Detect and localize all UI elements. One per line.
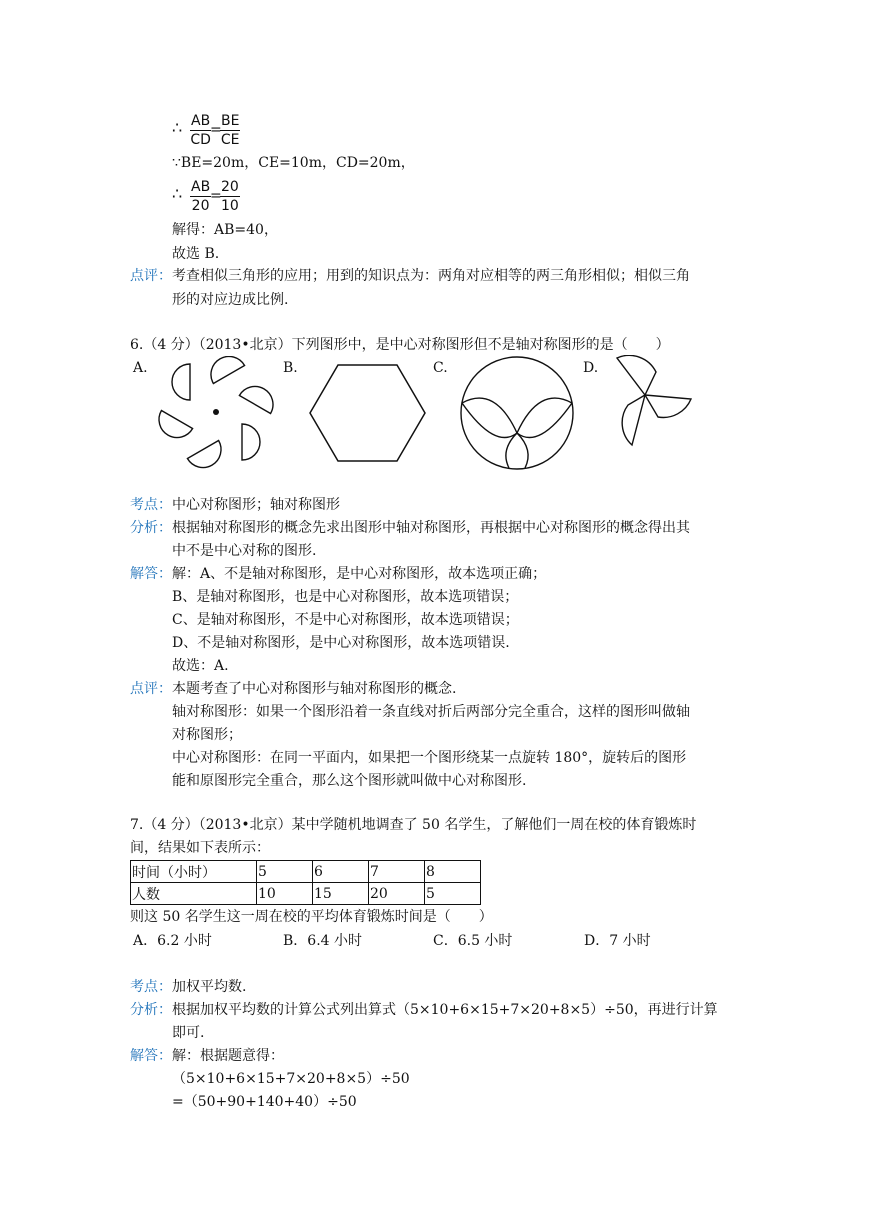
q7-data-table — [130, 860, 481, 905]
bottom-petal-right — [517, 433, 528, 468]
fraction-20-10 — [220, 178, 240, 215]
equals-sign: = — [210, 122, 222, 138]
q6-jieda-label: 解答： — [130, 566, 172, 582]
left-petal-arc — [462, 403, 517, 438]
q6-jieda-line-3: C、是轴对称图形，不是中心对称图形，故本选项错误； — [172, 612, 519, 628]
q6-option-c-label: C. — [433, 360, 448, 376]
figure-b-hexagon — [305, 358, 430, 468]
fraction-numerator: BE — [221, 113, 240, 129]
q7-option-c: C．6.5 小时 — [433, 933, 513, 949]
therefore-symbol: ∴ — [172, 118, 183, 137]
q7-option-b: B．6.4 小时 — [283, 933, 363, 949]
q6-dianping-line-3: 对称图形； — [172, 727, 242, 743]
table-cell: 7 — [369, 861, 425, 883]
q7-option-a: A．6.2 小时 — [133, 933, 212, 949]
therefore-symbol: ∴ — [172, 184, 183, 203]
q6-option-b-label: B. — [283, 360, 298, 376]
figure-c-circle-petals — [455, 355, 580, 475]
q6-dianping-line-5: 能和原图形完全重合，那么这个图形就叫做中心对称图形. — [172, 773, 527, 789]
choose-line: 故选 B. — [172, 246, 220, 262]
fraction-numerator: AB — [191, 179, 211, 195]
solve-line: 解得：AB=40， — [172, 222, 278, 238]
q6-fenxi-label: 分析： — [130, 520, 172, 536]
table-row — [131, 883, 481, 905]
table-cell: 5 — [425, 883, 481, 905]
q7-jieda-line-1: 解：根据题意得： — [172, 1048, 284, 1064]
comment-line-2: 形的对应边成比例. — [172, 292, 289, 308]
table-cell: 时间（小时） — [131, 861, 257, 883]
fraction-numerator: AB — [191, 113, 211, 129]
table-row — [131, 861, 481, 883]
q6-stem: 6.（4 分）（2013•北京）下列图形中，是中心对称图形但不是轴对称图形的是（ ） — [130, 337, 670, 353]
equals-sign: = — [210, 188, 222, 204]
q7-jieda-line-2: （5×10+6×15+7×20+8×5）÷50 — [172, 1071, 410, 1087]
q6-jieda-line-4: D、不是轴对称图形，是中心对称图形，故本选项错误. — [172, 635, 510, 651]
q7-kaodian-label: 考点： — [130, 979, 172, 995]
center-dot — [213, 409, 219, 415]
half-disc-shape — [152, 356, 279, 474]
q7-fenxi-line-1: 根据加权平均数的计算公式列出算式（5×10+6×15+7×20+8×5）÷50，再进行计算 — [172, 1002, 718, 1018]
table-cell: 人数 — [131, 883, 257, 905]
figure-d-propeller — [605, 355, 700, 450]
hexagon-shape — [310, 365, 425, 461]
table-cell: 10 — [257, 883, 313, 905]
q7-kaodian: 加权平均数. — [172, 979, 247, 995]
table-cell: 15 — [313, 883, 369, 905]
because-line: ∵BE=20m，CE=10m，CD=20m， — [172, 155, 415, 171]
q6-dianping-line-1: 本题考查了中心对称图形与轴对称图形的概念. — [172, 681, 457, 697]
bottom-petal-left — [506, 433, 517, 468]
q6-fenxi-line-2: 中不是中心对称的图形. — [172, 543, 317, 559]
q7-stem-line-3: 则这 50 名学生这一周在校的平均体育锻炼时间是（ ） — [130, 909, 493, 925]
q7-option-d: D．7 小时 — [584, 933, 651, 949]
q6-kaodian-label: 考点： — [130, 497, 172, 513]
q6-jieda-line-2: B、是轴对称图形，也是中心对称图形，故本选项错误； — [172, 589, 519, 605]
q6-jieda-line-5: 故选：A. — [172, 658, 229, 674]
q6-fenxi-line-1: 根据轴对称图形的概念先求出图形中轴对称图形，再根据中心对称图形的概念得出其 — [172, 520, 690, 536]
table-cell: 5 — [257, 861, 313, 883]
fraction-denominator: CD — [190, 132, 211, 148]
comment-label: 点评： — [130, 268, 172, 284]
fraction-denominator: 10 — [221, 198, 239, 214]
upper-arcs — [462, 398, 572, 433]
fraction-denominator: CE — [220, 132, 240, 148]
fraction-ab-20 — [190, 178, 211, 215]
q6-option-a-label: A. — [133, 360, 148, 376]
propeller-blade-top — [617, 355, 656, 395]
fraction-denominator: 20 — [191, 198, 210, 214]
fraction-be-ce — [220, 112, 240, 149]
q6-jieda-line-1: 解：A、不是轴对称图形，是中心对称图形，故本选项正确； — [172, 566, 547, 582]
table-cell: 8 — [425, 861, 481, 883]
q6-option-d-label: D. — [583, 360, 599, 376]
q6-dianping-line-4: 中心对称图形：在同一平面内，如果把一个图形绕某一点旋转 180°，旋转后的图形 — [172, 750, 687, 766]
table-cell: 6 — [313, 861, 369, 883]
table-cell: 20 — [369, 883, 425, 905]
comment-line-1: 考查相似三角形的应用；用到的知识点为：两角对应相等的两三角形相似；相似三角 — [172, 268, 690, 284]
right-petal-arc — [517, 403, 572, 438]
fraction-ab-cd — [190, 112, 211, 149]
fraction-numerator: 20 — [221, 179, 239, 195]
q7-stem-line-1: 7.（4 分）（2013•北京）某中学随机地调查了 50 名学生，了解他们一周在校的体育锻炼时 — [130, 817, 697, 833]
outer-circle — [461, 357, 573, 469]
q7-fenxi-label: 分析： — [130, 1002, 172, 1018]
q7-jieda-line-3: =（50+90+140+40）÷50 — [172, 1094, 357, 1110]
figure-a-pinwheel — [150, 356, 280, 476]
q7-fenxi-line-2: 即可. — [172, 1025, 205, 1041]
propeller-blade-right — [645, 395, 691, 417]
q7-stem-line-2: 间，结果如下表所示： — [130, 840, 270, 856]
q6-kaodian: 中心对称图形；轴对称图形 — [172, 497, 340, 513]
q6-dianping-label: 点评： — [130, 681, 172, 697]
q7-jieda-label: 解答： — [130, 1048, 172, 1064]
propeller-blade-left — [622, 395, 645, 445]
q6-dianping-line-2: 轴对称图形：如果一个图形沿着一条直线对折后两部分完全重合，这样的图形叫做轴 — [172, 704, 690, 720]
